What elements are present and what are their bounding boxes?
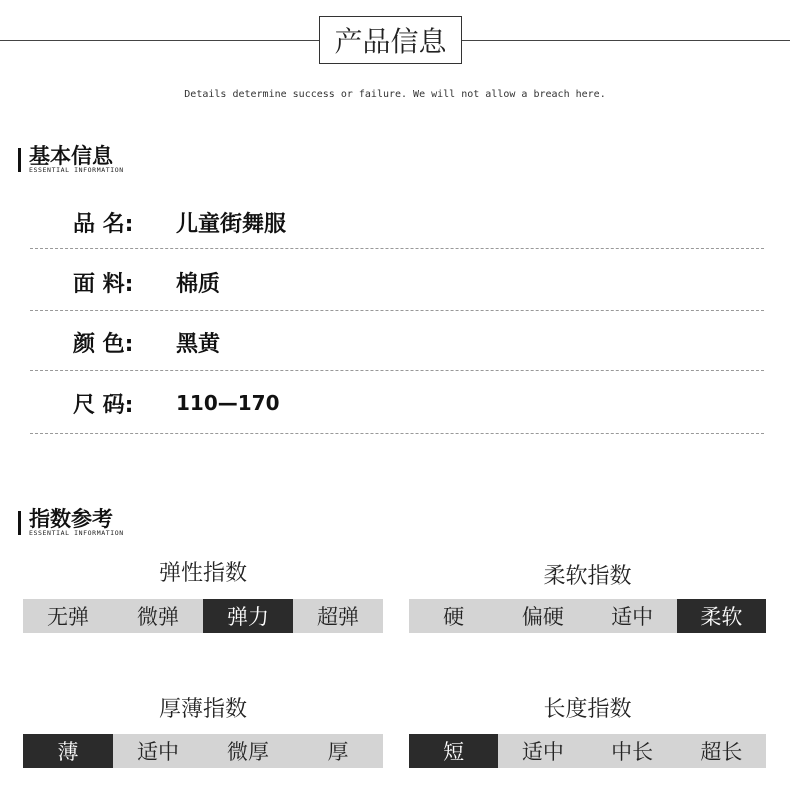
gauge-option: 柔软: [677, 599, 766, 633]
tagline: Details determine success or failure. We will not allow a breach here.: [184, 89, 606, 100]
info-value: 110—170: [176, 391, 280, 415]
length-gauge: [409, 734, 766, 768]
divider: [30, 310, 764, 311]
thickness-gauge-title: 厚薄指数: [158, 697, 247, 722]
gauge-option: 超长: [677, 734, 766, 768]
gauge-option: 超弹: [293, 599, 383, 633]
info-row-fabric: [73, 262, 220, 302]
info-row-name: [73, 202, 286, 242]
gauge-option: 适中: [113, 734, 203, 768]
info-value: 黑黄: [176, 331, 221, 357]
section-title: 指数参考: [29, 507, 113, 531]
gauge-option: 厚: [293, 734, 383, 768]
gauge-option: 适中: [498, 734, 587, 768]
info-label: 颜 色:: [73, 331, 134, 357]
thickness-gauge: [23, 734, 383, 768]
gauge-option: 适中: [588, 599, 677, 633]
section-subtitle: ESSENTIAL INFORMATION: [29, 166, 124, 174]
gauge-option: 无弹: [23, 599, 113, 633]
page-title: 产品信息: [319, 16, 462, 64]
gauge-option: 偏硬: [498, 599, 587, 633]
gauge-option: 中长: [588, 734, 677, 768]
info-value: 棉质: [176, 271, 221, 297]
length-gauge-title: 长度指数: [543, 697, 632, 722]
info-row-color: [73, 322, 220, 362]
section-bar: [18, 148, 21, 172]
softness-gauge-title: 柔软指数: [543, 564, 632, 589]
header-line-left: [0, 40, 319, 41]
elasticity-gauge: [23, 599, 383, 633]
info-value: 儿童街舞服: [176, 211, 287, 237]
section-title: 基本信息: [29, 144, 113, 168]
header-line-right: [462, 40, 790, 41]
divider: [30, 370, 764, 371]
gauge-option: 薄: [23, 734, 113, 768]
info-row-size: [73, 383, 280, 423]
gauge-option: 弹力: [203, 599, 293, 633]
info-label: 尺 码:: [73, 392, 134, 418]
divider: [30, 433, 764, 434]
gauge-option: 短: [409, 734, 498, 768]
section-subtitle: ESSENTIAL INFORMATION: [29, 529, 124, 537]
gauge-option: 硬: [409, 599, 498, 633]
elasticity-gauge-title: 弹性指数: [158, 561, 247, 586]
info-label: 面 料:: [73, 271, 134, 297]
divider: [30, 248, 764, 249]
gauge-option: 微厚: [203, 734, 293, 768]
softness-gauge: [409, 599, 766, 633]
gauge-option: 微弹: [113, 599, 203, 633]
section-bar: [18, 511, 21, 535]
info-label: 品 名:: [73, 211, 134, 237]
